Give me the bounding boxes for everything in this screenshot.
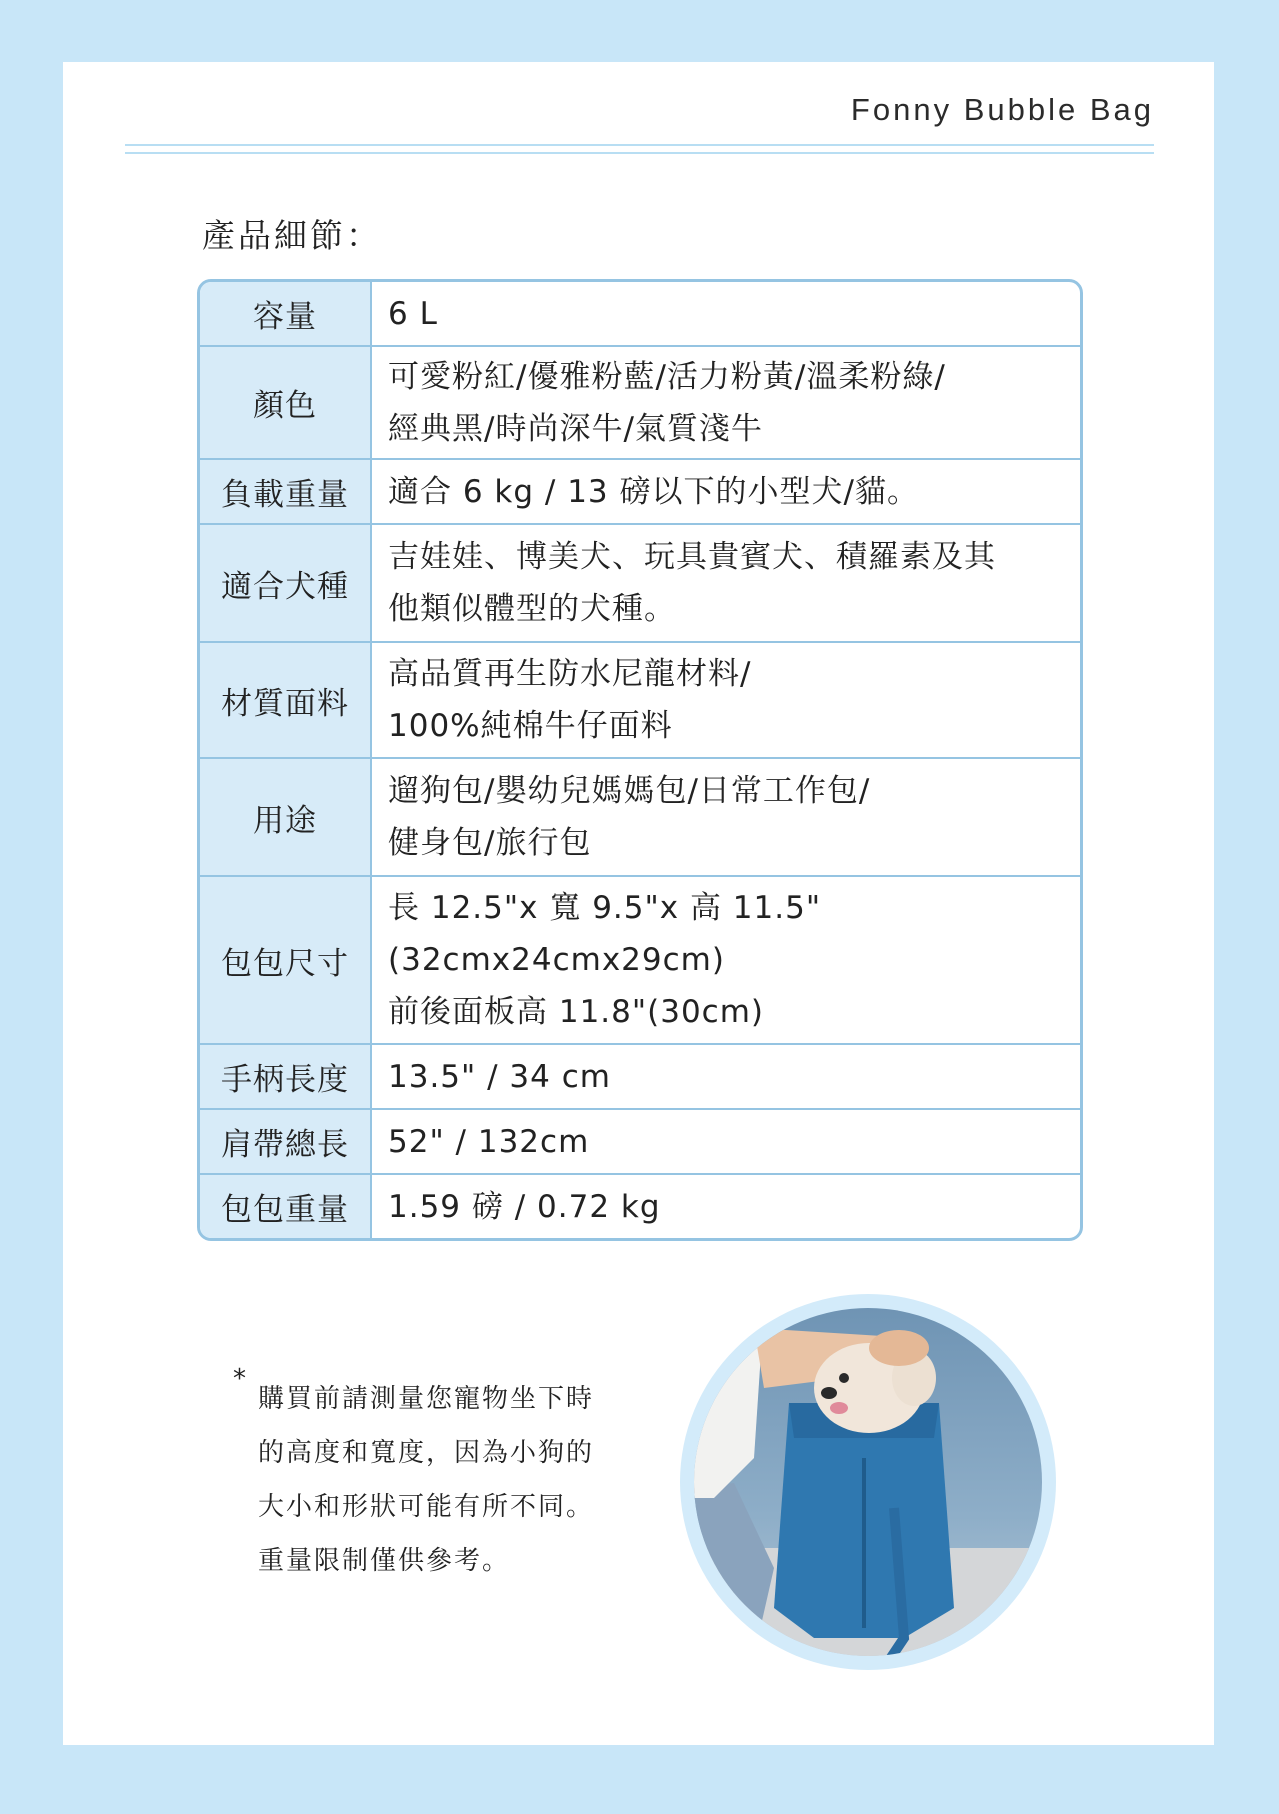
- photo-frame: [680, 1294, 1056, 1670]
- spec-row-breeds: [200, 523, 1080, 641]
- spec-value: [372, 1110, 1080, 1173]
- spec-value-line: 適合 6 kg / 13 磅以下的小型犬/貓。: [388, 473, 919, 510]
- spec-value: [372, 1175, 1080, 1238]
- spec-value-line: 高品質再生防水尼龍材料/: [388, 656, 752, 692]
- spec-value: [372, 1045, 1080, 1108]
- spec-value-line: 100%純棉牛仔面料: [388, 708, 673, 744]
- spec-row-handle: [200, 1043, 1080, 1108]
- spec-label: 顏色: [200, 347, 372, 458]
- spec-label: 容量: [200, 282, 372, 345]
- photo-illustration: [694, 1308, 1042, 1656]
- spec-value-line: 他類似體型的犬種。: [388, 591, 676, 627]
- note-line: 的高度和寬度，因為小狗的: [258, 1438, 595, 1468]
- spec-row-strap: [200, 1108, 1080, 1173]
- spec-row-capacity: [200, 282, 1080, 345]
- spec-value: [372, 460, 1080, 523]
- spec-row-usage: [200, 757, 1080, 875]
- spec-value: [372, 759, 1080, 875]
- spec-value-line: 可愛粉紅/優雅粉藍/活力粉黃/溫柔粉綠/: [388, 358, 946, 395]
- spec-row-material: [200, 641, 1080, 757]
- spec-value-line: 6 L: [388, 295, 438, 332]
- spec-value-line: 13.5" / 34 cm: [388, 1058, 611, 1095]
- spec-row-load: [200, 458, 1080, 523]
- page: [63, 62, 1214, 1745]
- spec-label: 材質面料: [200, 643, 372, 757]
- note-line: 購買前請測量您寵物坐下時: [258, 1384, 595, 1414]
- spec-value: [372, 282, 1080, 345]
- spec-value-line: (32cmx24cmx29cm): [388, 942, 725, 978]
- spec-row-colors: [200, 345, 1080, 458]
- spec-label: 包包尺寸: [200, 877, 372, 1043]
- spec-value-line: 52" / 132cm: [388, 1123, 590, 1160]
- header-divider: [125, 144, 1154, 146]
- dog-in-bag-photo: [694, 1308, 1042, 1656]
- note-line: 重量限制僅供參考。: [258, 1546, 511, 1576]
- spec-label: 適合犬種: [200, 525, 372, 641]
- spec-row-weight: [200, 1173, 1080, 1238]
- spec-value-line: 遛狗包/嬰幼兒媽媽包/日常工作包/: [388, 773, 871, 809]
- header-divider-secondary: [125, 152, 1154, 154]
- spec-value: [372, 643, 1080, 757]
- section-heading: 產品細節：: [202, 216, 382, 255]
- spec-value: [372, 877, 1080, 1043]
- spec-value-line: 吉娃娃、博美犬、玩具貴賓犬、積羅素及其: [388, 539, 996, 575]
- spec-value-line: 前後面板高 11.8"(30cm): [388, 994, 765, 1030]
- spec-value: [372, 347, 1080, 458]
- spec-value-line: 長 12.5"x 寬 9.5"x 高 11.5": [388, 890, 822, 926]
- spec-label: 用途: [200, 759, 372, 875]
- spec-value-line: 經典黑/時尚深牛/氣質淺牛: [388, 410, 763, 447]
- spec-label: 包包重量: [200, 1175, 372, 1238]
- spec-value-line: 健身包/旅行包: [388, 825, 592, 861]
- note-asterisk: *: [233, 1364, 246, 1394]
- spec-label: 肩帶總長: [200, 1110, 372, 1173]
- brand-name: Fonny Bubble Bag: [850, 92, 1154, 127]
- spec-value: [372, 525, 1080, 641]
- spec-label: 手柄長度: [200, 1045, 372, 1108]
- spec-row-size: [200, 875, 1080, 1043]
- spec-table: [197, 279, 1083, 1241]
- spec-value-line: 1.59 磅 / 0.72 kg: [388, 1188, 661, 1225]
- spec-label: 負載重量: [200, 460, 372, 523]
- note-line: 大小和形狀可能有所不同。: [258, 1492, 595, 1522]
